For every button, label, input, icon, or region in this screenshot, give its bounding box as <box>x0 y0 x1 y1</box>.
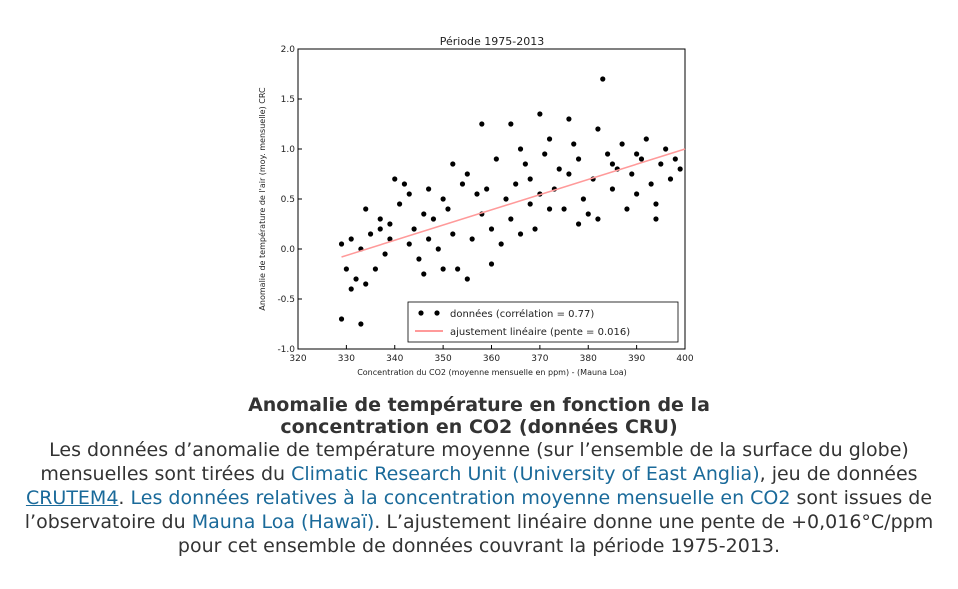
figure-caption <box>0 394 958 558</box>
data-point <box>571 141 576 146</box>
data-point <box>634 151 639 156</box>
data-point <box>523 161 528 166</box>
data-point <box>484 186 489 191</box>
data-point <box>620 141 625 146</box>
fit-line <box>342 149 685 257</box>
data-point <box>455 266 460 271</box>
data-point <box>407 191 412 196</box>
legend-marker-data-2 <box>434 310 439 315</box>
data-point <box>499 241 504 246</box>
data-point <box>426 186 431 191</box>
x-tick-label: 320 <box>289 354 307 364</box>
link-cru[interactable]: Climatic Research Unit (University of East Anglia) <box>291 463 760 485</box>
legend-label-fit: ajustement linéaire (pente = 0.016) <box>450 327 631 338</box>
data-point <box>532 226 537 231</box>
x-tick-label: 380 <box>579 354 597 364</box>
data-point <box>610 186 615 191</box>
data-point <box>547 206 552 211</box>
x-tick-label: 390 <box>628 354 646 364</box>
chart-title: Période 1975-2013 <box>439 35 545 48</box>
chart-figure <box>238 26 718 386</box>
x-axis-label: Concentration du CO2 (moyenne mensuelle en ppm) - (Mauna Loa) <box>357 368 627 377</box>
link-crutem4[interactable]: CRUTEM4 <box>25 487 119 509</box>
data-point <box>668 176 673 181</box>
data-point <box>658 161 663 166</box>
data-point <box>518 231 523 236</box>
scatter-chart <box>238 26 718 386</box>
data-point <box>663 146 668 151</box>
data-point <box>339 316 344 321</box>
data-point <box>373 266 378 271</box>
data-point <box>397 201 402 206</box>
data-point <box>445 206 450 211</box>
data-point <box>508 121 513 126</box>
data-point <box>426 236 431 241</box>
x-ticks <box>289 345 693 364</box>
data-point <box>678 166 683 171</box>
caption-text-4: sont issues de l’observatoire du <box>24 487 933 533</box>
y-axis-label: Anomalie de température de l'air (moy. mensuelle) CRC <box>258 87 267 311</box>
caption-text-1: Les données d’anomalie de température moyenne (sur l’ensemble de la surface du globe) mensuelles sont tirées du <box>40 439 909 485</box>
data-point <box>378 216 383 221</box>
data-point <box>600 76 605 81</box>
data-point <box>653 216 658 221</box>
y-tick-label: 0.5 <box>280 195 295 205</box>
data-point <box>610 161 615 166</box>
caption-text-5: . L’ajustement linéaire donne une pente de +0,016°C/ppm pour cet ensemble de données couvrant la période 1975-2013. <box>177 511 934 557</box>
data-point <box>412 226 417 231</box>
data-point <box>363 206 368 211</box>
data-point <box>402 181 407 186</box>
data-point <box>353 276 358 281</box>
data-point <box>494 156 499 161</box>
data-point <box>581 196 586 201</box>
y-tick-label: 0.0 <box>280 245 295 255</box>
data-point <box>547 136 552 141</box>
data-point <box>542 151 547 156</box>
data-point <box>363 281 368 286</box>
y-tick-label: -0.5 <box>277 295 295 305</box>
data-point <box>576 156 581 161</box>
x-tick-label: 340 <box>386 354 404 364</box>
data-point <box>595 216 600 221</box>
data-point <box>537 111 542 116</box>
data-point <box>392 176 397 181</box>
data-point <box>441 196 446 201</box>
data-points <box>339 76 683 326</box>
data-point <box>605 151 610 156</box>
data-point <box>639 156 644 161</box>
data-point <box>368 231 373 236</box>
data-point <box>450 161 455 166</box>
data-point <box>431 216 436 221</box>
data-point <box>489 226 494 231</box>
data-point <box>474 191 479 196</box>
legend <box>408 302 678 342</box>
data-point <box>378 226 383 231</box>
x-tick-label: 350 <box>434 354 452 364</box>
data-point <box>629 171 634 176</box>
data-point <box>358 321 363 326</box>
data-point <box>595 126 600 131</box>
data-point <box>513 181 518 186</box>
data-point <box>634 191 639 196</box>
data-point <box>518 146 523 151</box>
data-point <box>407 241 412 246</box>
data-point <box>387 221 392 226</box>
data-point <box>653 201 658 206</box>
caption-title-line-1: Anomalie de température en fonction de la <box>248 394 710 416</box>
y-tick-label: -1.0 <box>277 345 295 355</box>
data-point <box>528 176 533 181</box>
data-point <box>673 156 678 161</box>
data-point <box>421 211 426 216</box>
link-mauna-loa[interactable]: Mauna Loa (Hawaï) <box>191 511 375 533</box>
data-point <box>465 171 470 176</box>
legend-marker-data-1 <box>418 310 423 315</box>
data-point <box>450 231 455 236</box>
y-tick-label: 2.0 <box>280 45 295 55</box>
data-point <box>576 221 581 226</box>
data-point <box>489 261 494 266</box>
data-point <box>508 216 513 221</box>
data-point <box>561 206 566 211</box>
data-point <box>339 241 344 246</box>
caption-text-2: , jeu de données <box>759 463 918 485</box>
caption-title-line-2: concentration en CO2 (données CRU) <box>280 416 678 438</box>
y-tick-label: 1.0 <box>280 145 295 155</box>
data-point <box>416 256 421 261</box>
data-point <box>649 181 654 186</box>
data-point <box>470 236 475 241</box>
x-tick-label: 360 <box>482 354 501 364</box>
data-point <box>479 121 484 126</box>
data-point <box>586 211 591 216</box>
data-point <box>624 206 629 211</box>
link-co2-data[interactable]: Les données relatives à la concentration moyenne mensuelle en CO2 <box>130 487 791 509</box>
caption-body <box>14 438 944 558</box>
data-point <box>460 181 465 186</box>
x-tick-label: 400 <box>676 354 694 364</box>
data-point <box>349 236 354 241</box>
x-tick-label: 370 <box>531 354 549 364</box>
data-point <box>421 271 426 276</box>
data-point <box>441 266 446 271</box>
data-point <box>436 246 441 251</box>
data-point <box>557 166 562 171</box>
data-point <box>566 116 571 121</box>
data-point <box>566 171 571 176</box>
data-point <box>382 251 387 256</box>
y-tick-label: 1.5 <box>280 95 295 105</box>
data-point <box>349 286 354 291</box>
data-point <box>465 276 470 281</box>
data-point <box>503 196 508 201</box>
caption-text-3: . <box>118 487 131 509</box>
data-point <box>344 266 349 271</box>
data-point <box>528 201 533 206</box>
data-point <box>644 136 649 141</box>
x-tick-label: 330 <box>337 354 355 364</box>
legend-label-data: données (corrélation = 0.77) <box>450 309 595 320</box>
